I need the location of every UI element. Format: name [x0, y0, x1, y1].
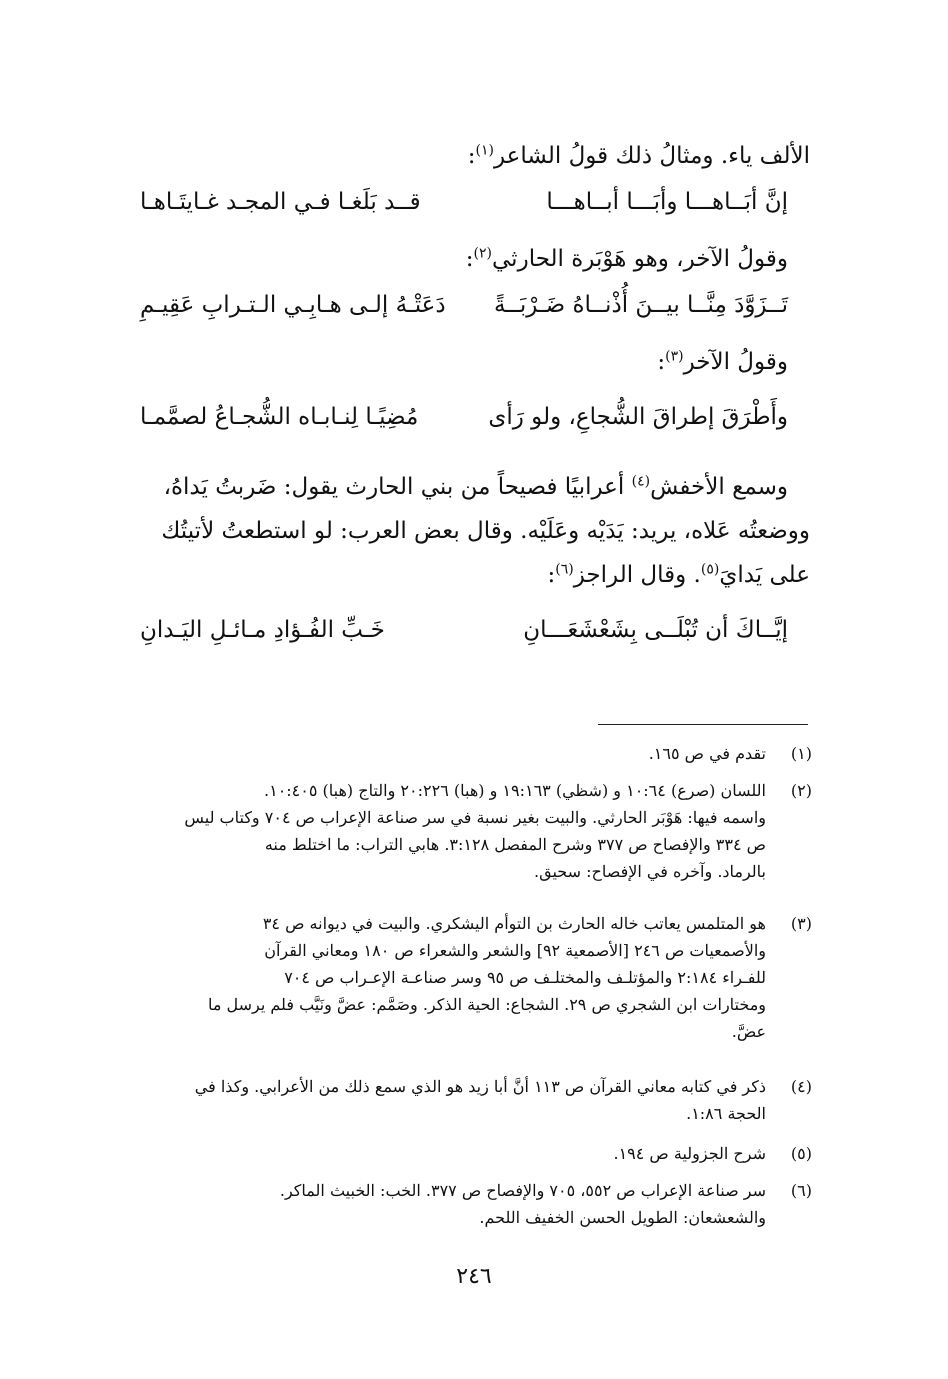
- footnote-line: ومختارات ابن الشجري ص ٢٩. الشجاع: الحية الذكر. وصَمَّم: عضَّ ونَيَّب فلم يرسل ما: [207, 995, 766, 1014]
- footnote-line: والشعشعان: الطويل الحسن الخفيف اللحم.: [479, 1208, 766, 1227]
- footnote-ref: (٥): [700, 561, 720, 578]
- footnote-ref: (٤): [631, 473, 651, 490]
- footnote-number: (٢): [790, 781, 812, 800]
- body-text: وقولُ الآخر، وهو هَوْبَرة الحارثي: [492, 246, 788, 272]
- body-text: على يَدايَ: [719, 562, 810, 588]
- body-text: . وقال الراجز: [573, 562, 701, 588]
- colon: :: [657, 349, 666, 375]
- body-line-2: [140, 242, 788, 276]
- footnote-line: هو المتلمس يعاتب خاله الحارث بن التوأم اليشكري. والبيت في ديوانه ص ٣٤: [262, 914, 766, 933]
- body-text: الألف ياء. ومثالُ ذلك قولُ الشاعر: [493, 143, 810, 169]
- verse-1: [140, 185, 788, 219]
- verse-hemistich-second: مُضِيًـا لِنـابـاه الشُّجـاعُ لصمَّمـا: [140, 404, 419, 430]
- footnote-number: (٣): [790, 914, 812, 933]
- footnote-ref: (٦): [555, 561, 574, 578]
- verse-hemistich-first: إيَّــاكَ أن تُبْلَــى بِشَعْشَعَـــانِ: [523, 617, 788, 643]
- body-text: وسمع الأخفش: [650, 474, 788, 500]
- footnote-2: [132, 777, 812, 885]
- body-text: ووضعتُه عَلاه، يريد: يَدَيْه وعَلَيْه. وقال بعض العرب: لو استطعتُ لأتيتُك: [161, 518, 810, 544]
- footnote-1: [132, 740, 812, 767]
- footnote-line: ص ٣٣٤ والإفصاح ص ٣٧٧ وشرح المفصل ٣:١٢٨. هابي التراب: ما اختلط منه: [264, 835, 766, 854]
- colon: :: [467, 143, 476, 169]
- footnote-ref: (٣): [665, 348, 684, 365]
- footnote-number: (٦): [790, 1181, 812, 1200]
- verse-hemistich-first: وأَطْرَقَ إطراقَ الشُّجاعِ، ولو رَأى: [488, 404, 788, 430]
- footnote-line: بالرماد. وآخره في الإفصاح: سحيق.: [534, 862, 766, 881]
- footnote-line: الحجة ١:٨٦.: [686, 1104, 766, 1123]
- verse-3: [140, 400, 788, 434]
- footnote-line: اللسان (صرع) ١٠:٦٤ و (شظي) ١٩:١٦٣ و (هبا) ٢٠:٢٢٦ والتاج (هبا) ١٠:٤٠٥.: [264, 781, 766, 800]
- footnote-line: والأصمعيات ص ٢٤٦ [الأصمعية ٩٢] والشعر والشعراء ص ١٨٠ ومعاني القرآن: [264, 941, 766, 960]
- footnote-number: (١): [790, 744, 812, 763]
- colon: :: [547, 562, 556, 588]
- body-text: أعرابيًا فصيحاً من بني الحارث يقول: ضَربتُ يَداهُ،: [163, 474, 632, 500]
- footnote-number: (٤): [790, 1077, 812, 1096]
- footnote-6: [132, 1177, 812, 1231]
- verse-4: [140, 613, 788, 647]
- body-text: وقولُ الآخر: [683, 349, 788, 375]
- footnote-separator: [598, 724, 808, 725]
- footnote-4: [132, 1073, 812, 1127]
- footnote-line: شرح الجزولية ص ١٩٤.: [613, 1144, 766, 1163]
- verse-hemistich-first: تَــزَوَّدَ مِنَّــا بيــنَ أُذْنــاهُ ضَـرْبَــةً: [494, 292, 788, 318]
- footnote-3: [132, 910, 812, 1045]
- footnote-5: [132, 1140, 812, 1167]
- footnote-number: (٥): [790, 1144, 812, 1163]
- footnote-line: واسمه فيها: هَوْبَر الحارثي. والبيت بغير نسبة في سر صناعة الإعراب ص ٧٠٤ وكتاب ليس: [184, 808, 766, 827]
- verse-2: [140, 288, 788, 322]
- colon: :: [465, 246, 474, 272]
- footnote-line: تقدم في ص ١٦٥.: [648, 744, 766, 763]
- footnote-line: ذكر في كتابه معاني القرآن ص ١١٣ أنَّ أبا زيد هو الذي سمع ذلك من الأعرابي. وكذا في: [194, 1077, 766, 1096]
- page-number: ٢٤٦: [456, 1264, 492, 1289]
- footnote-ref: (١): [475, 142, 494, 159]
- verse-hemistich-second: دَعَتْـهُ إلـى هـابِـي الـتـرابِ عَقِيـمِ: [140, 292, 446, 318]
- verse-hemistich-second: خَـبِّ الفُـؤادِ مـائـلِ اليَـدانِ: [140, 617, 385, 643]
- body-paragraph-line-3: [140, 558, 810, 592]
- footnote-line: سر صناعة الإعراب ص ٥٥٢، ٧٠٥ والإفصاح ص ٣٧٧. الخب: الخبيث الماكر.: [279, 1181, 766, 1200]
- body-paragraph-line-1: [140, 470, 788, 504]
- footnote-ref: (٢): [473, 245, 493, 262]
- body-line-1: [140, 139, 810, 173]
- footnote-line: للفـراء ٢:١٨٤ والمؤتلـف والمختلـف ص ٩٥ وسر صناعـة الإعـراب ص ٧٠٤: [284, 968, 766, 987]
- body-paragraph-line-2: [140, 514, 810, 548]
- footnote-line: عضَّ.: [731, 1022, 766, 1041]
- body-line-3: [140, 345, 788, 379]
- verse-hemistich-second: قــد بَلَغـا فـي المجـد غـايتَـاهـا: [140, 189, 421, 215]
- verse-hemistich-first: إنَّ أبَــاهـــا وأبَـــا أبــاهـــا: [546, 189, 788, 215]
